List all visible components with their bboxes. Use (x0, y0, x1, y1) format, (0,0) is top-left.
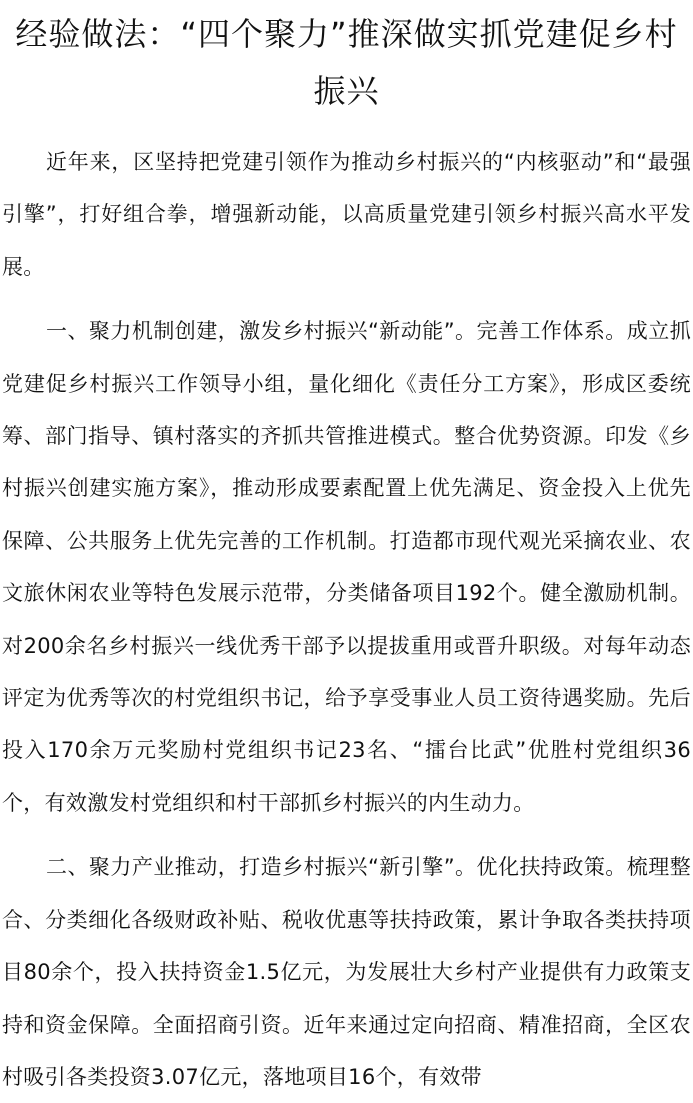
document-title: 经验做法：“四个聚力”推深做实抓党建促乡村振兴 (15, 15, 678, 110)
paragraph-intro: 近年来，区坚持把党建引领作为推动乡村振兴的“内核驱动”和“最强引擎”，打好组合拳，增强新动能，以高质量党建引领乡村振兴高水平发展。 (2, 150, 691, 279)
paragraph-section-1: 一、聚力机制创建，激发乡村振兴“新动能”。完善工作体系。成立抓党建促乡村振兴工作领导小组，量化细化《责任分工方案》，形成区委统筹、部门指导、镇村落实的齐抓共管推进模式。整合优势资源。印发《乡村振兴创建实施方案》，推动形成要素配置上优先满足、资金投入上优先保障、公共服务上优先完善的工作机制。打造都市现代观光采摘农业、农文旅休闲农业等特色发展示范带，分类储备项目192个。健全激励机制。对200余名乡村振兴一线优秀干部予以提拔重用或晋升职级。对每年动态评定为优秀等次的村党组织书记，给予享受事业人员工资待遇奖励。先后投入170余万元奖励村党组织书记23名、“擂台比武”优胜村党组织36个，有效激发村党组织和村干部抓乡村振兴的内生动力。 (2, 319, 691, 815)
paragraph-section-2: 二、聚力产业推动，打造乡村振兴“新引擎”。优化扶持政策。梳理整合、分类细化各级财政补贴、税收优惠等扶持政策，累计争取各类扶持项目80余个，投入扶持资金1.5亿元，为发展壮大乡村产业提供有力政策支持和资金保障。全面招商引资。近年来通过定向招商、精准招商，全区农村吸引各类投资3.07亿元，落地项目16个，有效带 (2, 855, 691, 1089)
